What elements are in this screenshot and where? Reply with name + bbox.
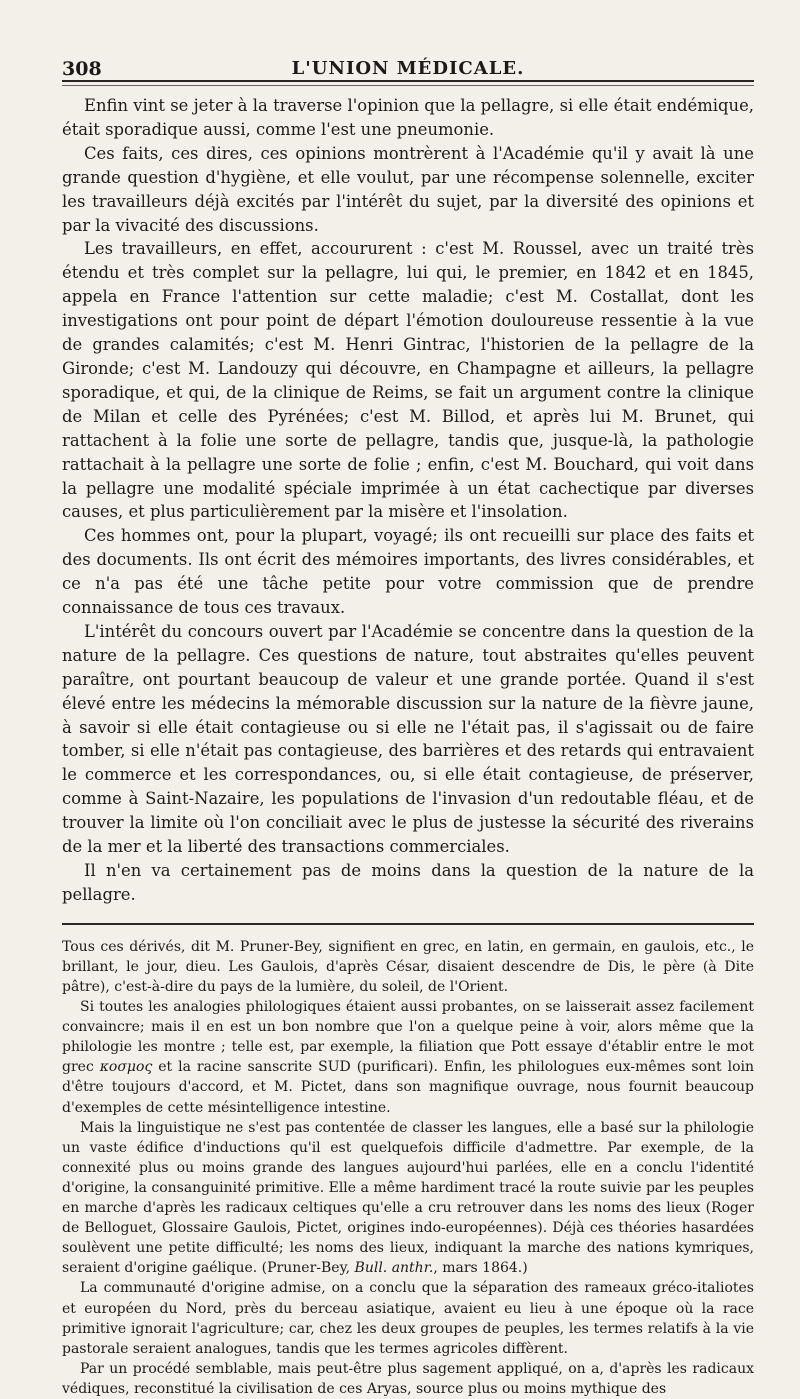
main-paragraph: Enfin vint se jeter à la traverse l'opinion que la pellagre, si elle était endémique, était sporadique aussi, comme l'est une pneumonie.: [62, 96, 754, 139]
footnote-text: Mais la linguistique ne s'est pas contentée de classer les langues, elle a basé sur la philologie un vaste édifice d'inductions qu'il est quelquefois difficile d'admettre. Par exemple, de la connexité plus ou moins grande des langues aujourd'hui parlées, elle en a conclu l'identité d'origine, la consanguinité primitive. Elle a même hardiment tracé la route suivie par les peuples en marche d'après les radicaux celtiques qu'elle a cru retrouver dans les noms des lieux (Roger de Belloguet, Glossaire Gaulois, Pictet, origines indo-européennes). Déjà ces théories hasardées soulèvent une petite difficulté; les noms des lieux, indiquant la marche des nations kymriques, seraient d'origine gaélique. (Pruner-Bey,: [62, 1119, 754, 1277]
journal-title: L'UNION MÉDICALE.: [291, 58, 525, 79]
main-paragraph: Il n'en va certainement pas de moins dans la question de la nature de la pellagre.: [62, 861, 754, 904]
footnote-paragraph: [62, 997, 754, 1118]
greek-word: κοσμος: [99, 1059, 153, 1076]
main-paragraph: Les travailleurs, en effet, accoururent : c'est M. Roussel, avec un traité très étendu et très complet sur la pellagre, lui qui, le premier, en 1842 et en 1845, appela en France l'attention sur cette maladie; c'est M. Costallat, dont les investigations ont pour point de départ l'émotion douloureuse ressentie à la vue de grandes calamités; c'est M. Henri Gintrac, l'historien de la pellagre de la Gironde; c'est M. Landouzy qui découvre, en Champagne et ailleurs, la pellagre sporadique, et qui, de la clinique de Reims, se fait un argument contre la clinique de Milan et celle des Pyrénées; c'est M. Billod, et après lui M. Brunet, qui rattachent à la folie une sorte de pellagre, tandis que, jusque-là, la pathologie rattachait à la pellagre une sorte de folie ; enfin, c'est M. Bouchard, qui voit dans la pellagre une modalité spéciale imprimée à un état cachectique par diverses causes, et plus particulièrement par la misère et l'insolation.: [62, 239, 754, 522]
main-text: [62, 94, 754, 907]
footnote-text: et la racine sanscrite SUD (purificari). Enfin, les philologues eux-mêmes sont loin d'être toujours d'accord, et M. Pictet, dans son magnifique ouvrage, nous fournit beaucoup d'exemples de cette mésintelligence intestine.: [62, 1059, 755, 1116]
header-rule: [62, 85, 754, 86]
page-number: 308: [62, 58, 102, 80]
main-paragraph: L'intérêt du concours ouvert par l'Académie se concentre dans la question de la nature de la pellagre. Ces questions de nature, tout abstraites qu'elles peuvent paraître, ont pourtant beaucoup de valeur et une grande portée. Quand il s'est élevé entre les médecins la mémorable discussion sur la nature de la fièvre jaune, à savoir si elle était contagieuse ou si elle ne l'était pas, il s'agissait ou de faire tomber, si elle n'était pas contagieuse, des barrières et des retards qui entravaient le commerce et les correspondances, ou, si elle était contagieuse, de préserver, comme à Saint-Nazaire, les populations de l'invasion d'un redoutable fléau, et de trouver la limite où l'on conciliait avec le plus de justesse la sécurité des riverains de la mer et la liberté des transactions commerciales.: [62, 621, 754, 857]
footnote-paragraph: La communauté d'origine admise, on a conclu que la séparation des rameaux gréco-italiotes et européen du Nord, près du berceau asiatique, avaient eu lieu à une époque où la race primitive ignorait l'agriculture; car, chez les deux groupes de peuples, les termes relatifs à la vie pastorale seraient analogues, tandis que les termes agricoles diffèrent.: [62, 1280, 754, 1357]
footnote-paragraph: [62, 1118, 754, 1279]
footnotes: [62, 937, 754, 1399]
main-paragraph: Ces faits, ces dires, ces opinions montrèrent à l'Académie qu'il y avait là une grande question d'hygiène, et elle voulut, par une récompense solennelle, exciter les travailleurs déjà excités par l'intérêt du sujet, par la diversité des opinions et par la vivacité des discussions.: [62, 143, 754, 235]
footnote-text: , mars 1864.): [433, 1260, 528, 1277]
main-paragraph: Ces hommes ont, pour la plupart, voyagé; ils ont recueilli sur place des faits et des documents. Ils ont écrit des mémoires importants, des livres considérables, et ce n'a pas été une tâche petite pour votre commission que de prendre connaissance de tous ces travaux.: [62, 526, 754, 618]
footnote-text: Si toutes les analogies philologiques étaient aussi probantes, on se laisserait assez facilement convaincre; mais il en est un bon nombre que l'on a quelque peine à voir, alors même que la philologie les montre ; telle est, par exemple, la filiation que Pott essaye d'établir entre le mot grec: [62, 999, 754, 1076]
footnote-divider: [62, 923, 754, 925]
citation: Bull. anthr.: [354, 1260, 434, 1277]
running-head: [62, 46, 754, 82]
footnote-paragraph: Tous ces dérivés, dit M. Pruner-Bey, signifient en grec, en latin, en germain, en gaulois, etc., le brillant, le jour, dieu. Les Gaulois, d'après César, disaient descendre de Dis, le père (à Dite pâtre), c'est-à-dire du pays de la lumière, du soleil, de l'Orient.: [62, 938, 754, 995]
footnote-paragraph: Par un procédé semblable, mais peut-être plus sagement appliqué, on a, d'après les radicaux védiques, reconstitué la civilisation de ces Aryas, source plus ou moins mythique des: [62, 1360, 754, 1397]
